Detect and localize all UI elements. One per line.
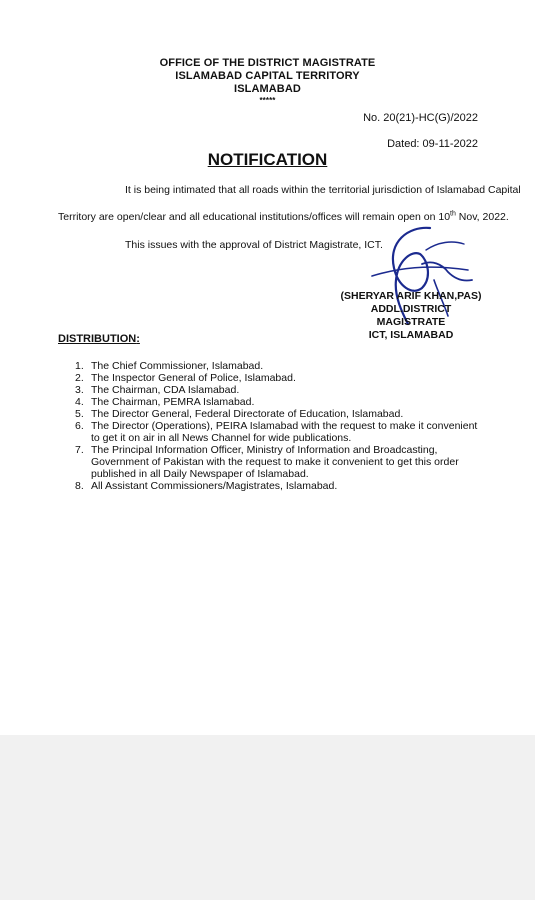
list-item xyxy=(58,444,483,480)
office-city: ISLAMABAD xyxy=(234,83,301,95)
office-subtitle: ISLAMABAD CAPITAL TERRITORY xyxy=(175,70,360,82)
list-item-text: The Chief Commissioner, Islamabad. xyxy=(91,360,264,372)
list-item xyxy=(58,408,483,420)
para1-text-post: Nov, 2022. xyxy=(455,211,509,223)
para1-ordinal-suffix: th xyxy=(450,210,456,218)
list-item-text: The Principal Information Officer, Ministry of Information and Broadcasting, Government of Pakistan with the request to make it convenient to get this order published in all Daily Newspaper of Islamabad. xyxy=(91,444,459,480)
signatory-location: ICT, ISLAMABAD xyxy=(368,329,454,341)
list-item-number: 8. xyxy=(75,480,84,492)
list-item xyxy=(58,384,483,396)
signatory-block xyxy=(336,290,486,342)
list-item-number: 1. xyxy=(75,360,84,372)
signatory-designation: ADDL.DISTRICT MAGISTRATE xyxy=(370,303,452,328)
para1-text-pre: Territory are open/clear and all educational institutions/offices will remain open on 10 xyxy=(58,211,451,223)
signatory-name: (SHERYAR ARIF KHAN,PAS) xyxy=(340,290,482,302)
screen-background-band xyxy=(0,735,535,900)
reference-number: No. 20(21)-HC(G)/2022 xyxy=(363,112,478,124)
list-item-text: The Director (Operations), PEIRA Islamabad with the request to make it convenient to get it on air in all News Channel for wide publications. xyxy=(91,420,478,444)
list-item-text: All Assistant Commissioners/Magistrates, Islamabad. xyxy=(91,480,338,492)
distribution-heading xyxy=(58,333,140,345)
header-stars: ***** xyxy=(259,96,276,105)
distribution-heading-label: DISTRIBUTION xyxy=(58,333,137,345)
office-title: OFFICE OF THE DISTRICT MAGISTRATE xyxy=(159,57,376,69)
list-item-text: The Chairman, PEMRA Islamabad. xyxy=(91,396,255,408)
body-paragraph-2: This issues with the approval of District Magistrate, ICT. xyxy=(125,239,383,251)
list-item-number: 5. xyxy=(75,408,84,420)
list-item-number: 7. xyxy=(75,444,84,456)
distribution-list xyxy=(58,360,483,492)
list-item xyxy=(58,480,483,492)
list-item xyxy=(58,360,483,372)
list-item xyxy=(58,372,483,384)
list-item-text: The Chairman, CDA Islamabad. xyxy=(91,384,240,396)
list-item xyxy=(58,420,483,444)
notification-title: NOTIFICATION xyxy=(207,150,328,169)
distribution-heading-colon: : xyxy=(136,333,140,345)
list-item xyxy=(58,396,483,408)
list-item-text: The Director General, Federal Directorate of Education, Islamabad. xyxy=(91,408,404,420)
list-item-number: 2. xyxy=(75,372,84,384)
list-item-number: 4. xyxy=(75,396,84,408)
body-paragraph-1-line-1: It is being intimated that all roads within the territorial jurisdiction of Islamabad Capital xyxy=(125,184,521,196)
reference-date: Dated: 09-11-2022 xyxy=(387,138,478,150)
list-item-number: 3. xyxy=(75,384,84,396)
list-item-text: The Inspector General of Police, Islamabad. xyxy=(91,372,296,384)
list-item-number: 6. xyxy=(75,420,84,432)
